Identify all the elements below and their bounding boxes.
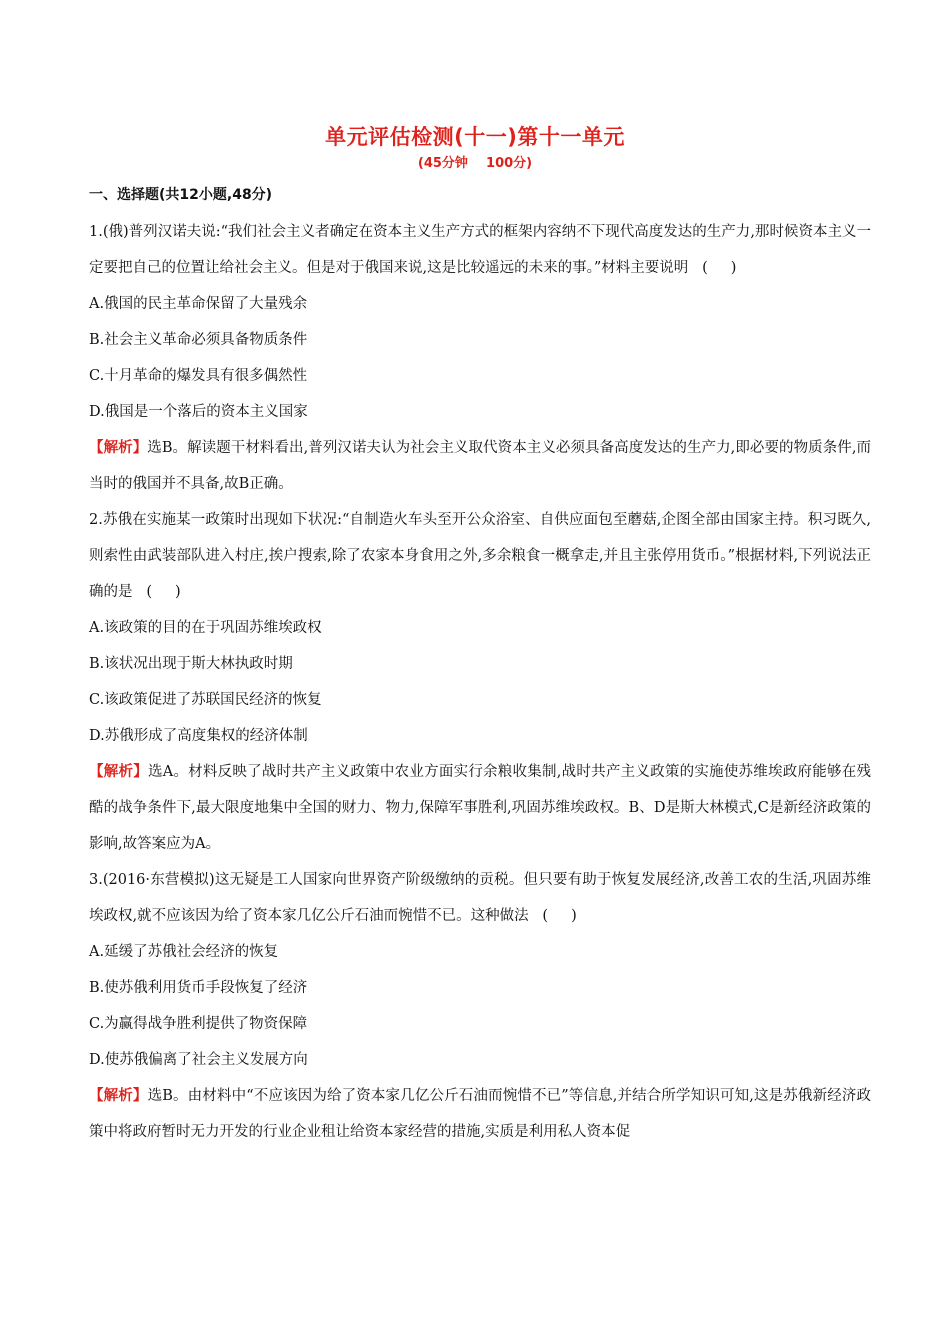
analysis-text: 选A。材料反映了战时共产主义政策中农业方面实行余粮收集制,战时共产主义政策的实施使苏维埃政府能够在残酷的战争条件下,最大限度地集中全国的财力、物力,保障军事胜利,巩固苏维埃政权。B、D是斯大林模式,C是新经济政策的影响,故答案应为A。 <box>89 764 872 852</box>
question-stem-text: 2.苏俄在实施某一政策时出现如下状况:“自制造火车头至开公众浴室、自供应面包至蘑菇,企图全部由国家主持。积习既久,则索性由武装部队进入村庄,挨户搜索,除了农家本身食用之外,多余粮食一概拿走,并且主张停用货币。”根据材料,下列说法正确的是 <box>89 512 871 600</box>
analysis-text: 选B。解读题干材料看出,普列汉诺夫认为社会主义取代资本主义必须具备高度发达的生产力,即必要的物质条件,而当时的俄国并不具备,故B正确。 <box>89 440 872 492</box>
option-d: D.苏俄形成了高度集权的经济体制 <box>89 728 308 744</box>
question-2 <box>89 502 871 862</box>
question-stem <box>89 862 871 934</box>
question-3 <box>89 862 871 1150</box>
analysis-tag: 【解析】 <box>89 764 148 780</box>
document-subtitle: (45分钟 100分) <box>417 156 533 171</box>
option-c: C.十月革命的爆发具有很多偶然性 <box>89 368 308 384</box>
document-body <box>89 184 871 1150</box>
analysis <box>89 430 871 502</box>
question-stem <box>89 502 871 610</box>
question-stem <box>89 214 871 286</box>
answer-blank: ( ) <box>132 584 181 600</box>
question-1 <box>89 214 871 502</box>
question-stem-text: 3.(2016·东营模拟)这无疑是工人国家向世界资产阶级缴纳的贡税。但只要有助于恢复发展经济,改善工农的生活,巩固苏维埃政权,就不应该因为给了资本家几亿公斤石油而惋惜不已。这种做法 <box>89 872 871 924</box>
option-b: B.该状况出现于斯大林执政时期 <box>89 656 293 672</box>
question-stem-text: 1.(俄)普列汉诺夫说:“我们社会主义者确定在资本主义生产方式的框架内容纳不下现代高度发达的生产力,那时候资本主义一定要把自己的位置让给社会主义。但是对于俄国来说,这是比较遥远的未来的事。”材料主要说明 <box>89 224 871 276</box>
option-c: C.该政策促进了苏联国民经济的恢复 <box>89 692 322 708</box>
analysis-tag: 【解析】 <box>89 1088 148 1104</box>
answer-blank: ( ) <box>528 908 577 924</box>
option-b: B.社会主义革命必须具备物质条件 <box>89 332 308 348</box>
document-title: 单元评估检测(十一)第十一单元 <box>325 125 625 149</box>
analysis <box>89 1078 871 1150</box>
analysis-text: 选B。由材料中“不应该因为给了资本家几亿公斤石油而惋惜不已”等信息,并结合所学知识可知,这是苏俄新经济政策中将政府暂时无力开发的行业企业租让给资本家经营的措施,实质是利用私人资本促 <box>89 1088 872 1140</box>
option-c: C.为赢得战争胜利提供了物资保障 <box>89 1016 308 1032</box>
analysis <box>89 754 871 862</box>
option-d: D.使苏俄偏离了社会主义发展方向 <box>89 1052 308 1068</box>
option-a: A.延缓了苏俄社会经济的恢复 <box>89 944 279 960</box>
option-a: A.该政策的目的在于巩固苏维埃政权 <box>89 620 322 636</box>
analysis-tag: 【解析】 <box>89 440 148 456</box>
option-b: B.使苏俄利用货币手段恢复了经济 <box>89 980 308 996</box>
option-d: D.俄国是一个落后的资本主义国家 <box>89 404 308 420</box>
answer-blank: ( ) <box>688 260 737 276</box>
option-a: A.俄国的民主革命保留了大量残余 <box>89 296 308 312</box>
section-heading: 一、选择题(共12小题,48分) <box>89 187 273 203</box>
